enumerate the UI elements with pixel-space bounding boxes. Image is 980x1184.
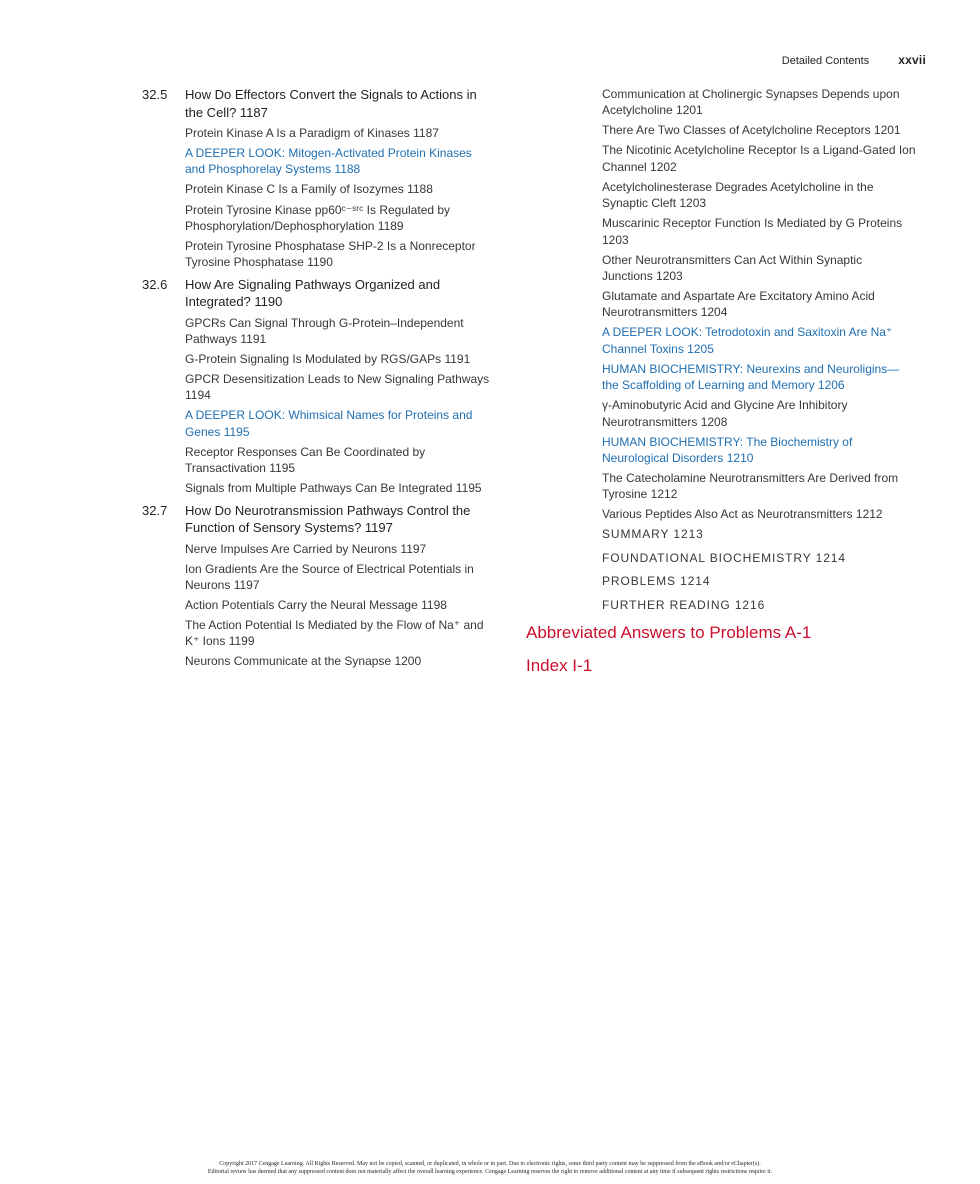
section-title[interactable]: How Do Effectors Convert the Signals to Actions in the Cell? 1187 <box>185 87 477 120</box>
toc-feature-entry[interactable]: A DEEPER LOOK: Whimsical Names for Proteins and Genes 1195 <box>185 408 473 439</box>
right-entry-list <box>526 86 916 613</box>
toc-entry[interactable]: The Catecholamine Neurotransmitters Are Derived from Tyrosine 1212 <box>602 471 899 502</box>
running-head-label: Detailed Contents <box>781 55 870 67</box>
section-32-5 <box>142 86 492 271</box>
section-number: 32.7 <box>142 502 168 518</box>
section-number: 32.6 <box>142 276 168 292</box>
toc-entry[interactable]: Glutamate and Aspartate Are Excitatory Amino Acid Neurotransmitters 1204 <box>602 289 875 320</box>
toc-entry[interactable]: Neurons Communicate at the Synapse 1200 <box>185 654 422 669</box>
copyright-line-2: Editorial review has deemed that any suppressed content does not materially affect the overall learning experience. Cengage Learning reserves the right to remove additional content at any time if subsequent rights restrictions require it. <box>207 1169 773 1175</box>
toc-feature-entry[interactable]: A DEEPER LOOK: Mitogen-Activated Protein Kinases and Phosphorelay Systems 1188 <box>185 146 472 177</box>
section-32-6 <box>142 276 492 497</box>
index-entry[interactable]: Index I-1 <box>526 655 593 675</box>
section-32-7 <box>142 502 492 670</box>
running-head <box>782 53 926 67</box>
toc-feature-entry[interactable]: HUMAN BIOCHEMISTRY: Neurexins and Neuroligins— the Scaffolding of Learning and Memory 1206 <box>602 361 900 393</box>
section-title[interactable]: How Do Neurotransmission Pathways Control the Function of Sensory Systems? 1197 <box>185 502 471 536</box>
toc-entry[interactable]: Signals from Multiple Pathways Can Be Integrated 1195 <box>185 481 482 496</box>
toc-entry[interactable]: The Action Potential Is Mediated by the Flow of Na⁺ and K⁺ Ions 1199 <box>185 618 484 649</box>
toc-entry[interactable]: Protein Tyrosine Phosphatase SHP-2 Is a Nonreceptor Tyrosine Phosphatase 1190 <box>185 238 476 270</box>
further-reading-entry[interactable]: FURTHER READING 1216 <box>602 597 766 612</box>
toc-entry[interactable]: GPCR Desensitization Leads to New Signaling Pathways 1194 <box>185 372 490 403</box>
problems-entry[interactable]: PROBLEMS 1214 <box>602 574 711 589</box>
toc-entry[interactable]: Muscarinic Receptor Function Is Mediated by G Proteins 1203 <box>602 216 903 247</box>
toc-feature-entry[interactable]: HUMAN BIOCHEMISTRY: The Biochemistry of Neurological Disorders 1210 <box>602 434 853 465</box>
toc-entry[interactable]: Acetylcholinesterase Degrades Acetylcholine in the Synaptic Cleft 1203 <box>602 179 874 211</box>
toc-entry[interactable]: Protein Kinase C Is a Family of Isozymes 1188 <box>185 182 433 197</box>
toc-entry[interactable]: Ion Gradients Are the Source of Electrical Potentials in Neurons 1197 <box>185 561 474 592</box>
foundational-biochemistry-entry[interactable]: FOUNDATIONAL BIOCHEMISTRY 1214 <box>602 550 846 565</box>
page-number: xxvii <box>898 53 926 67</box>
copyright-line-1: Copyright 2017 Cengage Learning. All Rights Reserved. May not be copied, scanned, or duplicated, in whole or in part. Due to electronic rights, some third party content may be suppressed from the eBook and/or eChapter(s). <box>219 1161 761 1167</box>
summary-entry[interactable]: SUMMARY 1213 <box>602 527 704 542</box>
toc-entry[interactable]: Communication at Cholinergic Synapses Depends upon Acetylcholine 1201 <box>602 87 900 118</box>
right-column <box>526 86 916 677</box>
toc-entry[interactable]: Nerve Impulses Are Carried by Neurons 1197 <box>185 541 427 556</box>
copyright-footer <box>0 1160 980 1176</box>
left-column <box>142 86 492 675</box>
toc-entry[interactable]: There Are Two Classes of Acetylcholine Receptors 1201 <box>602 123 901 138</box>
abbreviated-answers-entry[interactable]: Abbreviated Answers to Problems A-1 <box>526 622 812 642</box>
toc-entry[interactable]: Protein Kinase A Is a Paradigm of Kinases 1187 <box>185 126 439 140</box>
section-title[interactable]: How Are Signaling Pathways Organized and Integrated? 1190 <box>185 276 441 310</box>
toc-entry[interactable]: The Nicotinic Acetylcholine Receptor Is a Ligand-Gated Ion Channel 1202 <box>602 143 916 174</box>
toc-entry[interactable]: Various Peptides Also Act as Neurotransmitters 1212 <box>602 507 883 522</box>
toc-feature-entry[interactable]: A DEEPER LOOK: Tetrodotoxin and Saxitoxin Are Na⁺ Channel Toxins 1205 <box>602 325 893 356</box>
toc-entry[interactable]: G-Protein Signaling Is Modulated by RGS/GAPs 1191 <box>185 351 471 366</box>
toc-entry[interactable]: γ-Aminobutyric Acid and Glycine Are Inhibitory Neurotransmitters 1208 <box>602 398 848 429</box>
toc-entry[interactable]: Action Potentials Carry the Neural Message 1198 <box>185 598 447 612</box>
toc-entry[interactable]: Protein Tyrosine Kinase pp60ᶜ⁻ˢʳᶜ Is Regulated by Phosphorylation/Dephosphorylation 1189 <box>185 202 451 233</box>
toc-entry[interactable]: Other Neurotransmitters Can Act Within Synaptic Junctions 1203 <box>602 252 863 283</box>
section-number: 32.5 <box>142 87 168 102</box>
toc-entry[interactable]: GPCRs Can Signal Through G-Protein–Independent Pathways 1191 <box>185 315 464 346</box>
toc-entry[interactable]: Receptor Responses Can Be Coordinated by Transactivation 1195 <box>185 444 426 476</box>
